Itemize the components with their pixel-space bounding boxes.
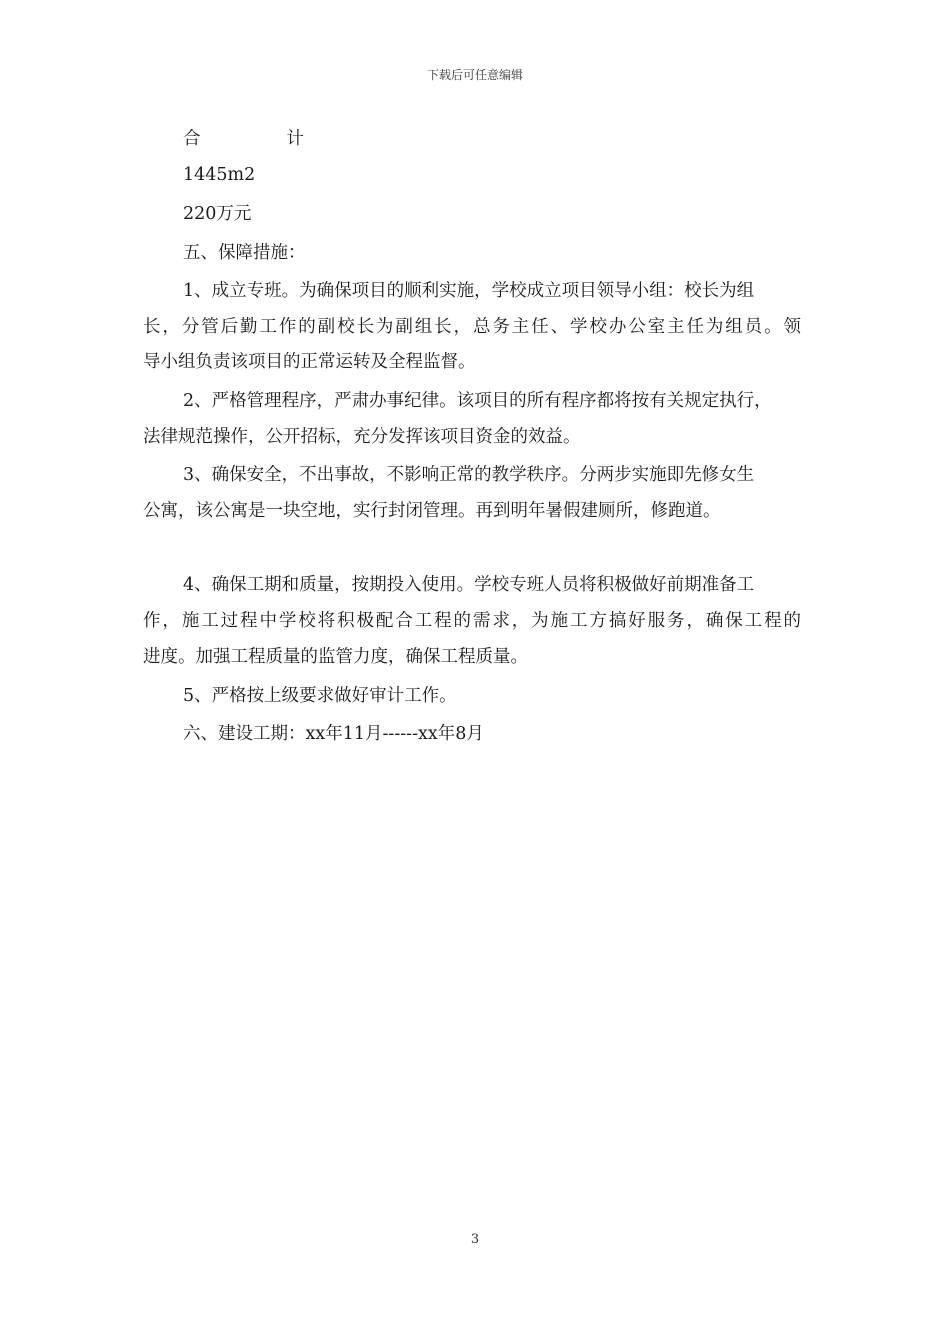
total-cost: 220万元 (183, 204, 252, 224)
item-3-line-2: 公寓，该公寓是一块空地，实行封闭管理。再到明年暑假建厕所，修跑道。 (143, 501, 721, 521)
item-1-line-1: 1、成立专班。为确保项目的顺利实施，学校成立项目领导小组：校长为组 (183, 281, 755, 301)
item-1-line-3: 导小组负责该项目的正常运转及全程监督。 (143, 352, 476, 372)
total-label-char-1: 合 (183, 129, 201, 149)
item-2-line-2: 法律规范操作，公开招标，充分发挥该项目资金的效益。 (143, 427, 581, 447)
page-number: 3 (470, 1232, 480, 1247)
item-2-line-1: 2、严格管理程序，严肃办事纪律。该项目的所有程序都将按有关规定执行， (183, 391, 772, 411)
item-4-line-1: 4、确保工期和质量，按期投入使用。学校专班人员将积极做好前期准备工 (183, 575, 755, 595)
section-5-title: 五、保障措施： (183, 243, 306, 263)
total-label-char-2: 计 (286, 129, 304, 149)
item-3-line-1: 3、确保安全，不出事故，不影响正常的教学秩序。分两步实施即先修女生 (183, 465, 755, 485)
item-1-line-2: 长，分管后勤工作的副校长为副组长，总务主任、学校办公室主任为组员。领 (143, 317, 801, 337)
item-5: 5、严格按上级要求做好审计工作。 (183, 686, 457, 706)
item-4-line-2: 作，施工过程中学校将积极配合工程的需求，为施工方搞好服务，确保工程的 (143, 611, 801, 631)
total-label (183, 127, 304, 151)
section-6-title: 六、建设工期：xx年11月------xx年8月 (183, 724, 484, 744)
total-area: 1445m2 (183, 165, 256, 185)
item-4-line-3: 进度。加强工程质量的监管力度，确保工程质量。 (143, 647, 528, 667)
page-header-note: 下载后可任意编辑 (426, 68, 523, 82)
